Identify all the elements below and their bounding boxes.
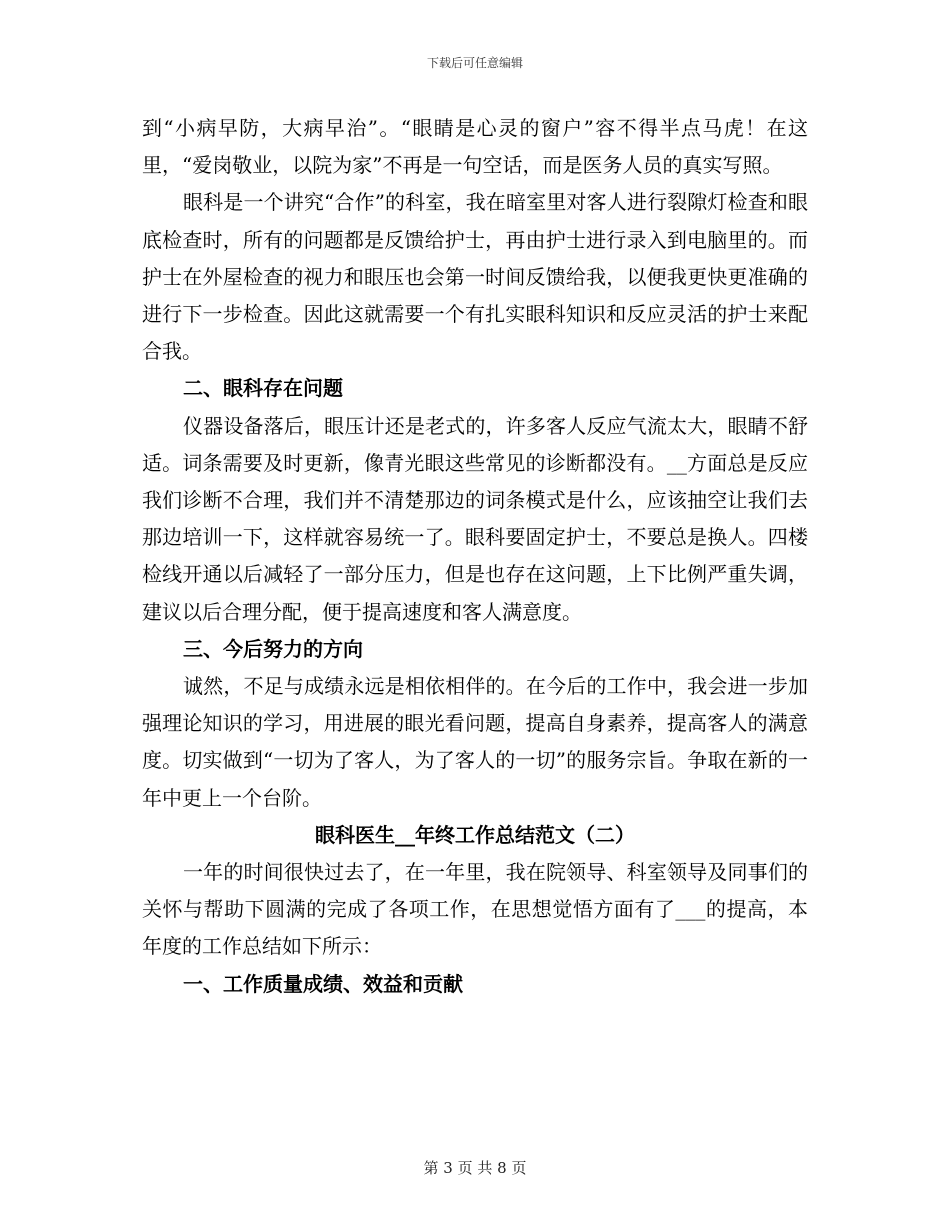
paragraph-continuation: 到“小病早防，大病早治”。“眼睛是心灵的窗户”容不得半点马虎！在这里，“爱岗敬业，以院为家”不再是一句空话，而是医务人员的真实写照。 [142, 116, 808, 178]
paragraph-problems: 仪器设备落后，眼压计还是老式的，许多客人反应气流太大，眼睛不舒适。词条需要及时更新，像青光眼这些常见的诊断都没有。__方面总是反应我们诊断不合理，我们并不清楚那边的词条模式是什么，应该抽空让我们去那边培训一下，这样就容易统一了。眼科要固定护士，不要总是换人。四楼检线开通以后减轻了一部分压力，但是也存在这问题，上下比例严重失调，建议以后合理分配，便于提高速度和客人满意度。 [142, 413, 808, 624]
section-heading-quality: 一、工作质量成绩、效益和贡献 [183, 971, 463, 996]
paragraph-cooperation: 眼科是一个讲究“合作”的科室，我在暗室里对客人进行裂隙灯检查和眼底检查时，所有的问题都是反馈给护士，再由护士进行录入到电脑里的。而护士在外屋检查的视力和眼压也会第一时间反馈给我，以便我更快更准确的进行下一步检查。因此这就需要一个有扎实眼科知识和反应灵活的护士来配合我。 [142, 190, 808, 364]
document-body [142, 110, 808, 1003]
section-heading-direction: 三、今后努力的方向 [183, 636, 363, 661]
page-header: 下载后可任意编辑 [426, 56, 523, 70]
page-footer: 第 3 页 共 8 页 [423, 1159, 527, 1177]
section-heading-problems: 二、眼科存在问题 [183, 376, 343, 401]
paragraph-direction: 诚然，不足与成绩永远是相依相伴的。在今后的工作中，我会进一步加强理论知识的学习，用进展的眼光看问题，提高自身素养，提高客人的满意度。切实做到“一切为了客人，为了客人的一切”的服务宗旨。争取在新的一年中更上一个台阶。 [142, 674, 808, 810]
document-title-part-two: 眼科医生__年终工作总结范文（二） [315, 822, 635, 847]
paragraph-intro-part-two: 一年的时间很快过去了，在一年里，我在院领导、科室领导及同事们的关怀与帮助下圆满的完成了各项工作，在思想觉悟方面有了___的提高，本年度的工作总结如下所示： [142, 860, 808, 959]
